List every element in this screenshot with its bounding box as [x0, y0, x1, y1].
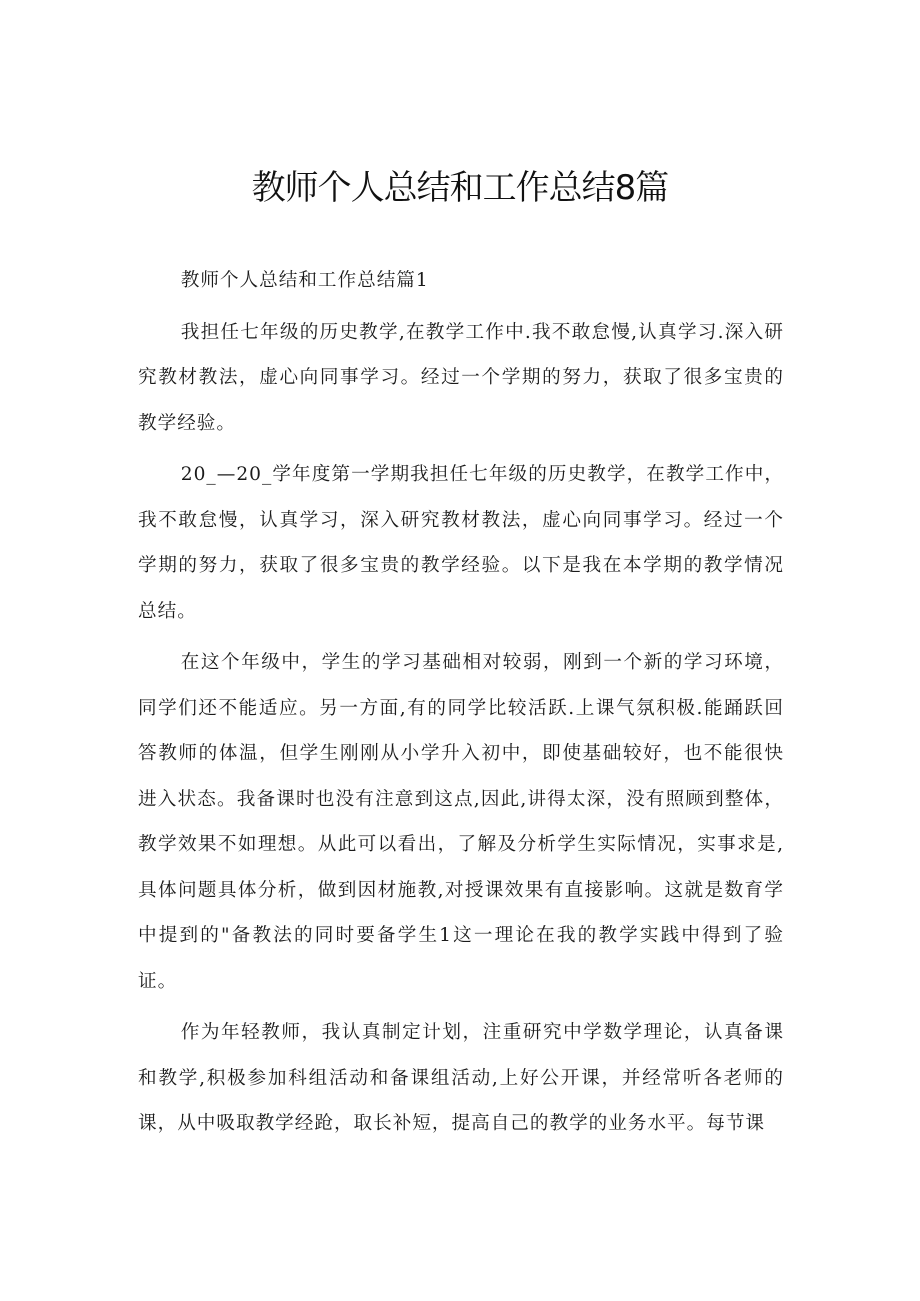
paragraph-3: 在这个年级中，学生的学习基础相对较弱，刚到一个新的学习环境，同学们还不能适应。另一方面,有的同学比较活跃.上课气氛积极.能踊跃回答教师的体温，但学生刚刚从小学升入初中，即使基础较好，也不能很快进入状态。我备课时也没有注意到这点,因此,讲得太深，没有照顾到整体，教学效果不如理想。从此可以看出，了解及分析学生实际情况，实事求是,具体问题具体分析，做到因材施教,对授课效果有直接影响。这就是数育学中提到的"备教法的同时要备学生1这一理论在我的教学实践中得到了验证。 — [138, 652, 784, 992]
paragraph-2: 20_—20_学年度第一学期我担任七年级的历史教学，在教学工作中，我不敢怠慢，认真学习，深入研究教材教法，虚心向同事学习。经过一个学期的努力，获取了很多宝贵的教学经验。以下是我在本学期的教学情况总结。 — [138, 464, 784, 622]
document-title: 教师个人总结和工作总结8篇 — [251, 168, 669, 208]
section-heading: 教师个人总结和工作总结篇1 — [180, 270, 429, 291]
paragraph-1: 我担任七年级的历史教学,在教学工作中.我不敢怠慢,认真学习.深入研究教材教法，虚心向同事学习。经过一个学期的努力，获取了很多宝贵的教学经验。 — [138, 321, 784, 434]
paragraph-4: 作为年轻教师，我认真制定计划，注重研究中学数学理论，认真备课和教学,积极参加科组活动和备课组活动,上好公开课，并经常听各老师的课，从中吸取教学经跄，取长补短，提高自己的教学的业务水平。每节课 — [138, 1022, 784, 1134]
document-body — [138, 258, 784, 1147]
